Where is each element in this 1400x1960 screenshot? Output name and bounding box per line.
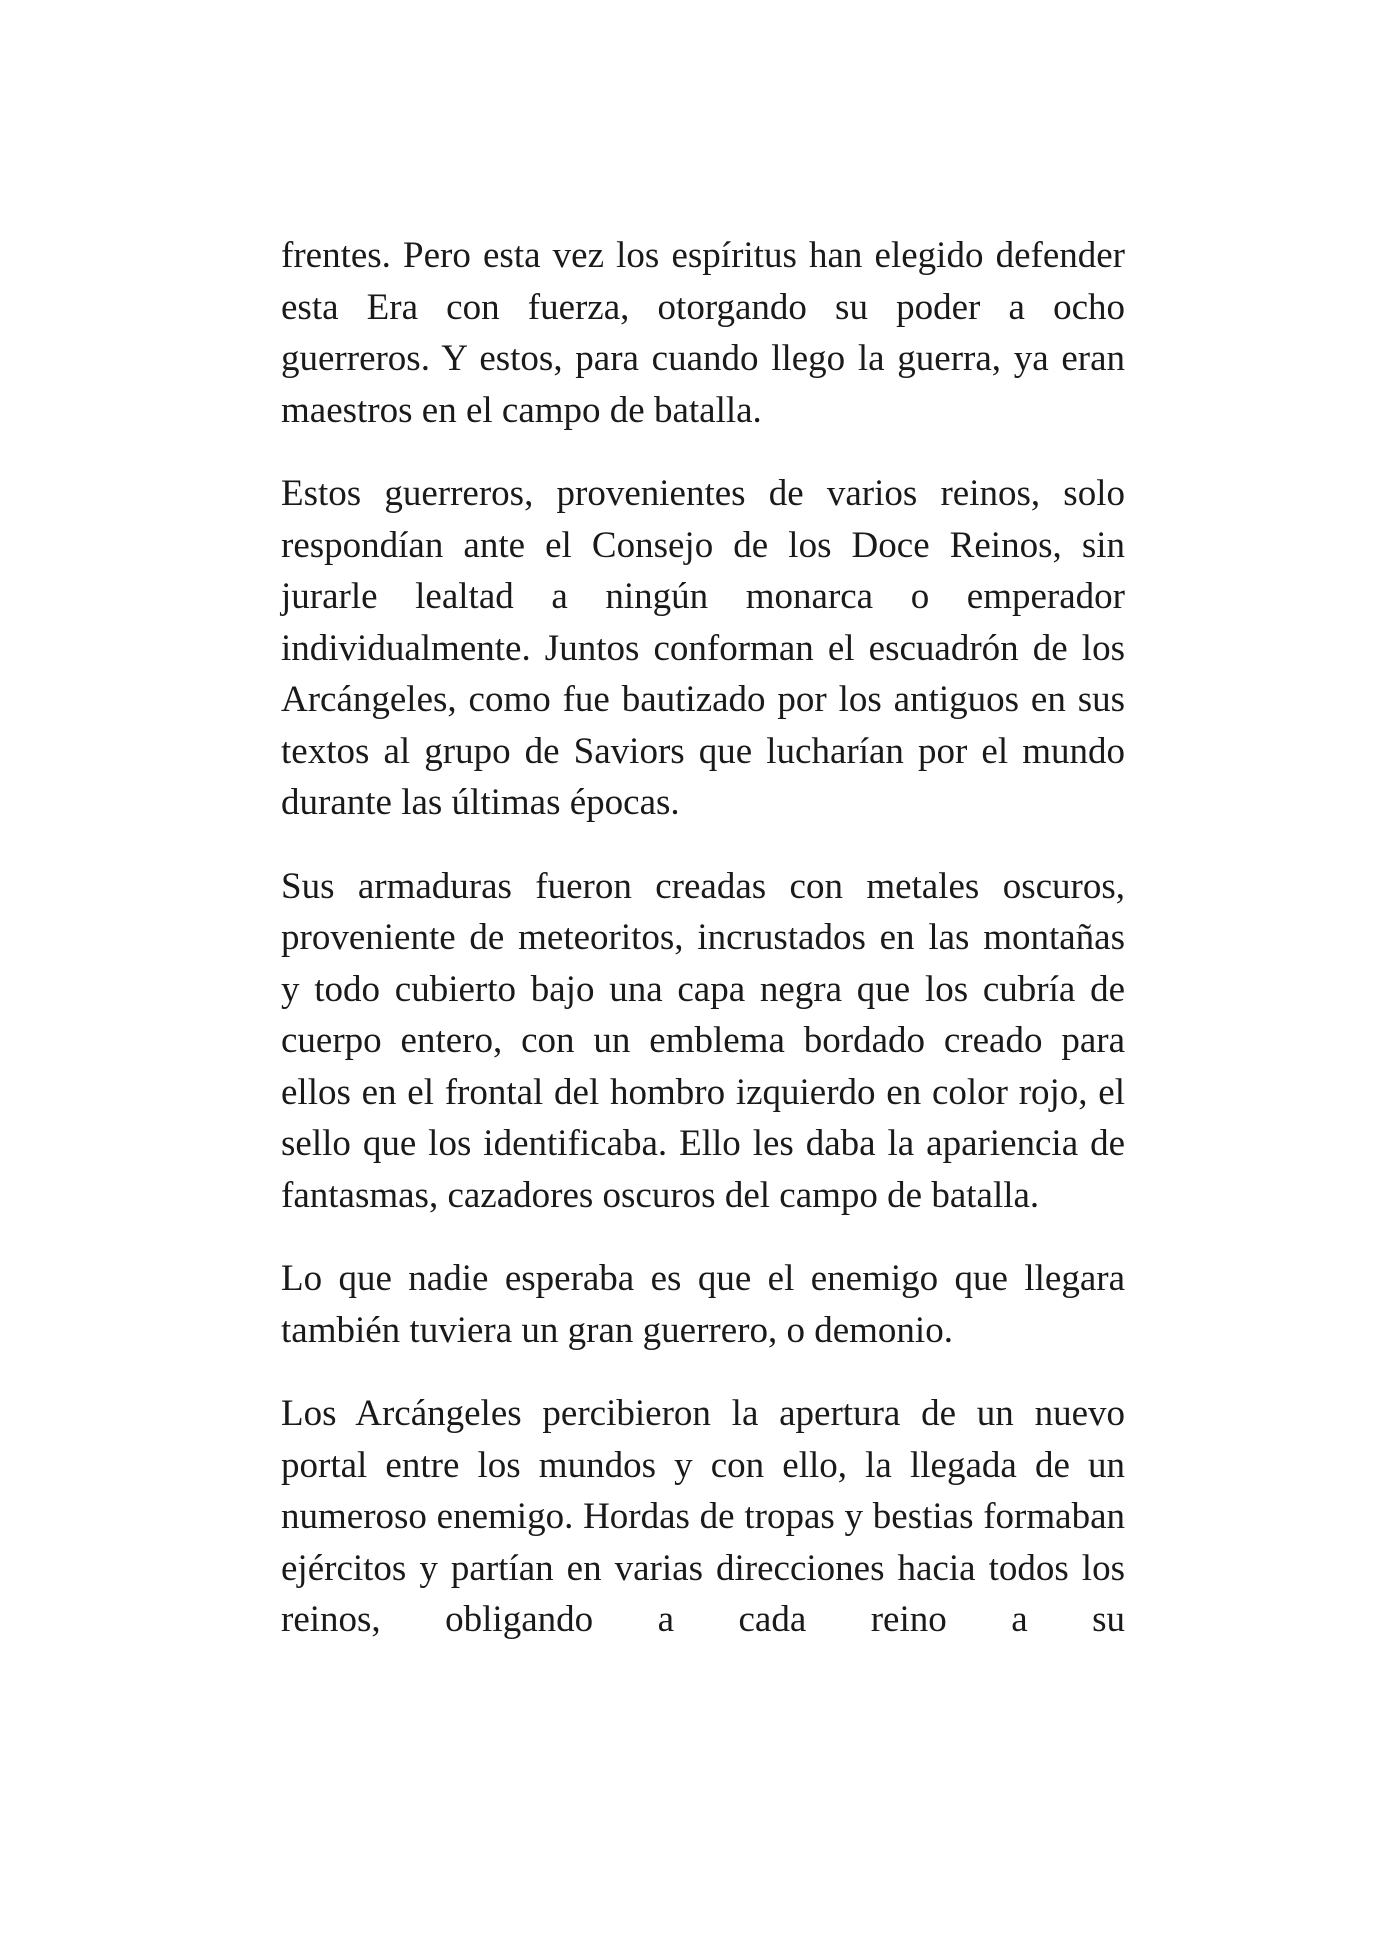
- paragraph: Lo que nadie esperaba es que el enemigo que llegara también tuviera un gran guerrero, o demonio.: [281, 1258, 1125, 1351]
- body-text: [281, 230, 1125, 1646]
- paragraph: frentes. Pero esta vez los espíritus han elegido defender esta Era con fuerza, otorgando su poder a ocho guerreros. Y estos, para cuando llego la guerra, ya eran maestros en el campo de batalla.: [281, 235, 1125, 431]
- paragraph: Sus armaduras fueron creadas con metales oscuros, proveniente de meteoritos, incrustados en las montañas y todo cubierto bajo una capa negra que los cubría de cuerpo entero, con un emblema bordado creado para ellos en el frontal del hombro izquierdo en color rojo, el sello que los identificaba. Ello les daba la apariencia de fantasmas, cazadores oscuros del campo de batalla.: [281, 865, 1125, 1216]
- paragraph: Estos guerreros, provenientes de varios reinos, solo respondían ante el Consejo de los Doce Reinos, sin jurarle lealtad a ningún monarca o emperador individualmente. Juntos conforman el escuadrón de los Arcángeles, como fue bautizado por los antiguos en sus textos al grupo de Saviors que lucharían por el mundo durante las últimas épocas.: [281, 473, 1125, 823]
- paragraph: Los Arcángeles percibieron la apertura de un nuevo portal entre los mundos y con ello, la llegada de un numeroso enemigo. Hordas de tropas y bestias formaban ejércitos y partían en varias direcciones hacia todos los reinos, obligando a cada reino a su: [281, 1393, 1125, 1640]
